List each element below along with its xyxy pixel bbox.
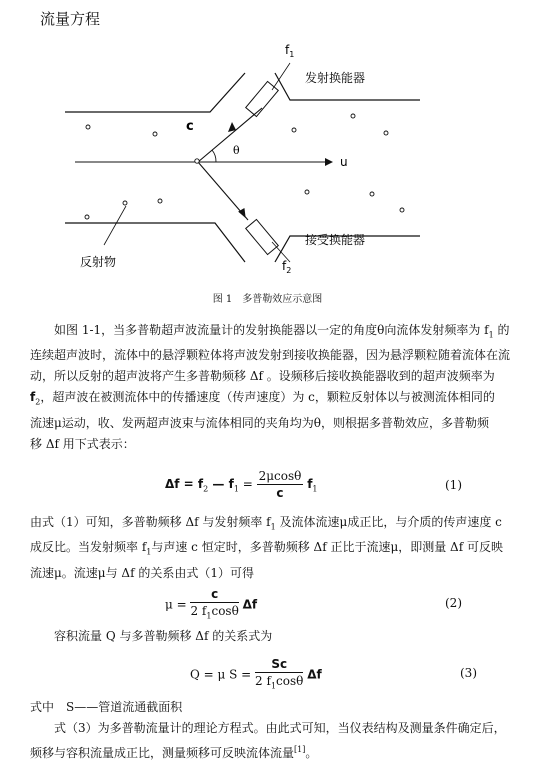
paragraph-1 [30,320,520,455]
paragraph-4: 式中 S——管道流通截面积 [30,700,183,714]
p1-line5: 流速μ运动，收、发两超声波束与流体相同的夹角均为θ，则根据多普勒效应，多普勒频 [30,415,490,430]
label-reflector: 反射物 [80,255,117,269]
incident-beam [198,108,262,162]
particles [85,114,404,219]
label-u: u [340,155,348,169]
paragraph-2 [30,512,520,584]
equation-3: Q = μ S = $\frac{Sc}{2 f_1\cos\theta}$ Δf [190,657,322,691]
paragraph-3: 容积流量 Q 与多普勒频移 Δf 的关系式为 [54,629,273,643]
equation-2-number: (2) [445,596,462,610]
flow-arrow-icon [325,158,333,166]
figure-caption: 图 1 多普勒效应示意图 [212,294,323,305]
equation-1-number: (1) [445,478,462,492]
equation-1: $\Delta f = f_2$ — $f_1$ = $\frac{2\mu\cos\theta}{c}$ $f_1$ [165,469,318,500]
p5-line2: 频移与容积流量成正比，测量频移可反映流体流量[1]。 [30,745,318,760]
p1-line2: 连续超声波时，流体中的悬浮颗粒体将声波发射到接收换能器，因为悬浮颗粒随着流体在流 [30,348,511,363]
equation-2: μ = $\frac{c}{2 f_1\cos\theta}$ Δf [165,587,258,621]
p5-line1: 式（3）为多普勒流量计的理论方程式。由此式可知，当仪表结构及测量条件确定后， [54,721,506,735]
p1-line4: $f_2$，超声波在被测流体中的传播速度（传声速度）为 c，颗粒反射体以与被测流体相同的 [30,390,495,407]
equation-3-number: (3) [460,666,477,680]
receiver-transducer [246,219,279,254]
p1-line1: 如图 1-1，当多普勒超声波流量计的发射换能器以一定的角度θ向流体发射频率为 $f_1$ 的 [54,323,510,340]
label-f1: $f_1$ [285,43,295,59]
emitter-transducer [246,81,279,116]
doppler-diagram [0,30,535,285]
label-f2: $f_2$ [282,259,292,275]
page-heading: 流量方程 [40,10,101,28]
label-receiver: 接受换能器 [305,233,366,247]
pipe-wall-top [65,73,420,112]
paragraph-5 [30,718,520,764]
p1-line6: 移 Δf 用下式表示： [30,436,135,451]
label-theta: θ [233,144,240,157]
p2-line2: 成反比。当发射频率 $f_1$与声速 c 恒定时，多普勒频移 Δf 正比于流速μ，即测量 Δf 可反映 [30,540,503,557]
p2-line1: 由式（1）可知，多普勒频移 Δf 与发射频率 $f_1$ 及流体流速μ成正比，与介质的传声速度 c [30,515,502,532]
p2-line3: 流速μ。流速μ与 Δf 的关系由式（1）可得 [30,565,254,580]
label-emitter: 发射换能器 [305,71,366,85]
label-c: c [186,119,194,134]
p1-line3: 动，所以反射的超声波将产生多普勒频移 Δf 。设频移后接收换能器收到的超声波频率为 [30,369,495,384]
pipe-wall-bottom [65,223,420,262]
